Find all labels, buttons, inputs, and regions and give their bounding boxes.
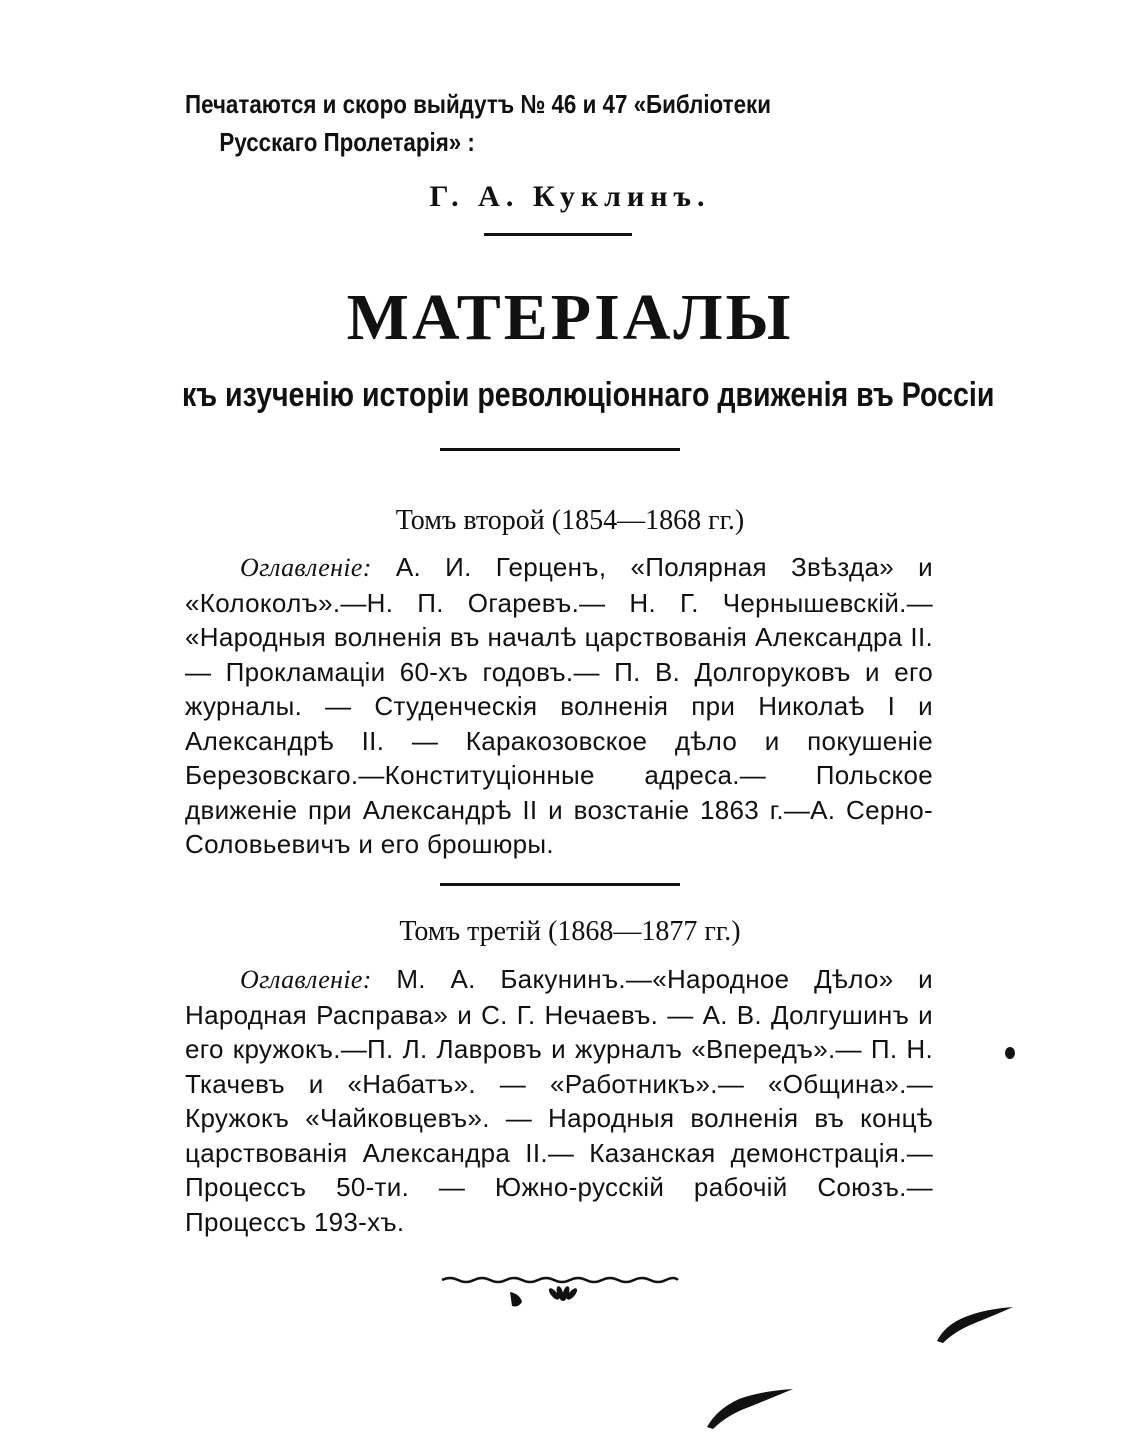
ink-blot: [935, 1305, 1015, 1345]
volume-2-text: А. И. Герценъ, «Полярная Звѣзда» и «Колоколъ».—Н. П. Огаревъ.— Н. Г. Чернышевскій.— «Народныя волненія въ началѣ царствованія Александра II.— Прокламаціи 60-хъ годовъ.— П. В. Долгоруковъ и его журналы. — Студенческія волненія при Николаѣ I и Александрѣ II. — Каракозовское дѣло и покушеніе Березовскаго.—Конституціонные адреса.— Польское движеніе при Александрѣ II и возстаніе 1863 г.—А. Серно-Соловьевичъ и его брошюры.: [185, 552, 933, 859]
contents-label: Оглавленіе:: [240, 965, 372, 994]
announcement-line-1: Печатаются и скоро выйдутъ № 46 и 47 «Библіотеки: [185, 89, 771, 119]
volume-3-heading: Томъ третій (1868—1877 гг.): [399, 916, 741, 947]
book-subtitle: къ изученію исторіи революціоннаго движенія въ Россіи: [182, 376, 995, 414]
ink-blot: [705, 1385, 795, 1430]
volume-2-heading: Томъ второй (1854—1868 гг.): [395, 505, 745, 536]
ornament-icon: [440, 1272, 680, 1312]
contents-label: Оглавленіе:: [240, 553, 372, 582]
volume-3-text: М. А. Бакунинъ.—«Народное Дѣло» и Народная Расправа» и С. Г. Нечаевъ. — А. В. Долгушинъ и его кружокъ.—П. Л. Лавровъ и журналъ «Впередъ».— П. Н. Ткачевъ и «Набатъ». — «Работникъ».— «Община».—Кружокъ «Чайковцевъ». — Народныя волненія въ концѣ царствованія Александра II.— Казанская демонстрація.— Процессъ 50-ти. — Южно-русскій рабочій Союзъ.—Процессъ 193-хъ.: [185, 964, 933, 1237]
divider: [484, 233, 632, 236]
volume-2-contents: [185, 550, 933, 862]
announcement-line-2: Русскаго Пролетарія» :: [219, 127, 475, 157]
announcement: [185, 85, 832, 161]
ink-spot: [1003, 1046, 1017, 1060]
author-name: Г. А. Куклинъ.: [429, 180, 711, 213]
divider: [440, 448, 680, 451]
book-title: МАТЕРІАЛЫ: [346, 281, 794, 354]
volume-3-contents: [185, 962, 933, 1239]
divider: [440, 883, 680, 886]
